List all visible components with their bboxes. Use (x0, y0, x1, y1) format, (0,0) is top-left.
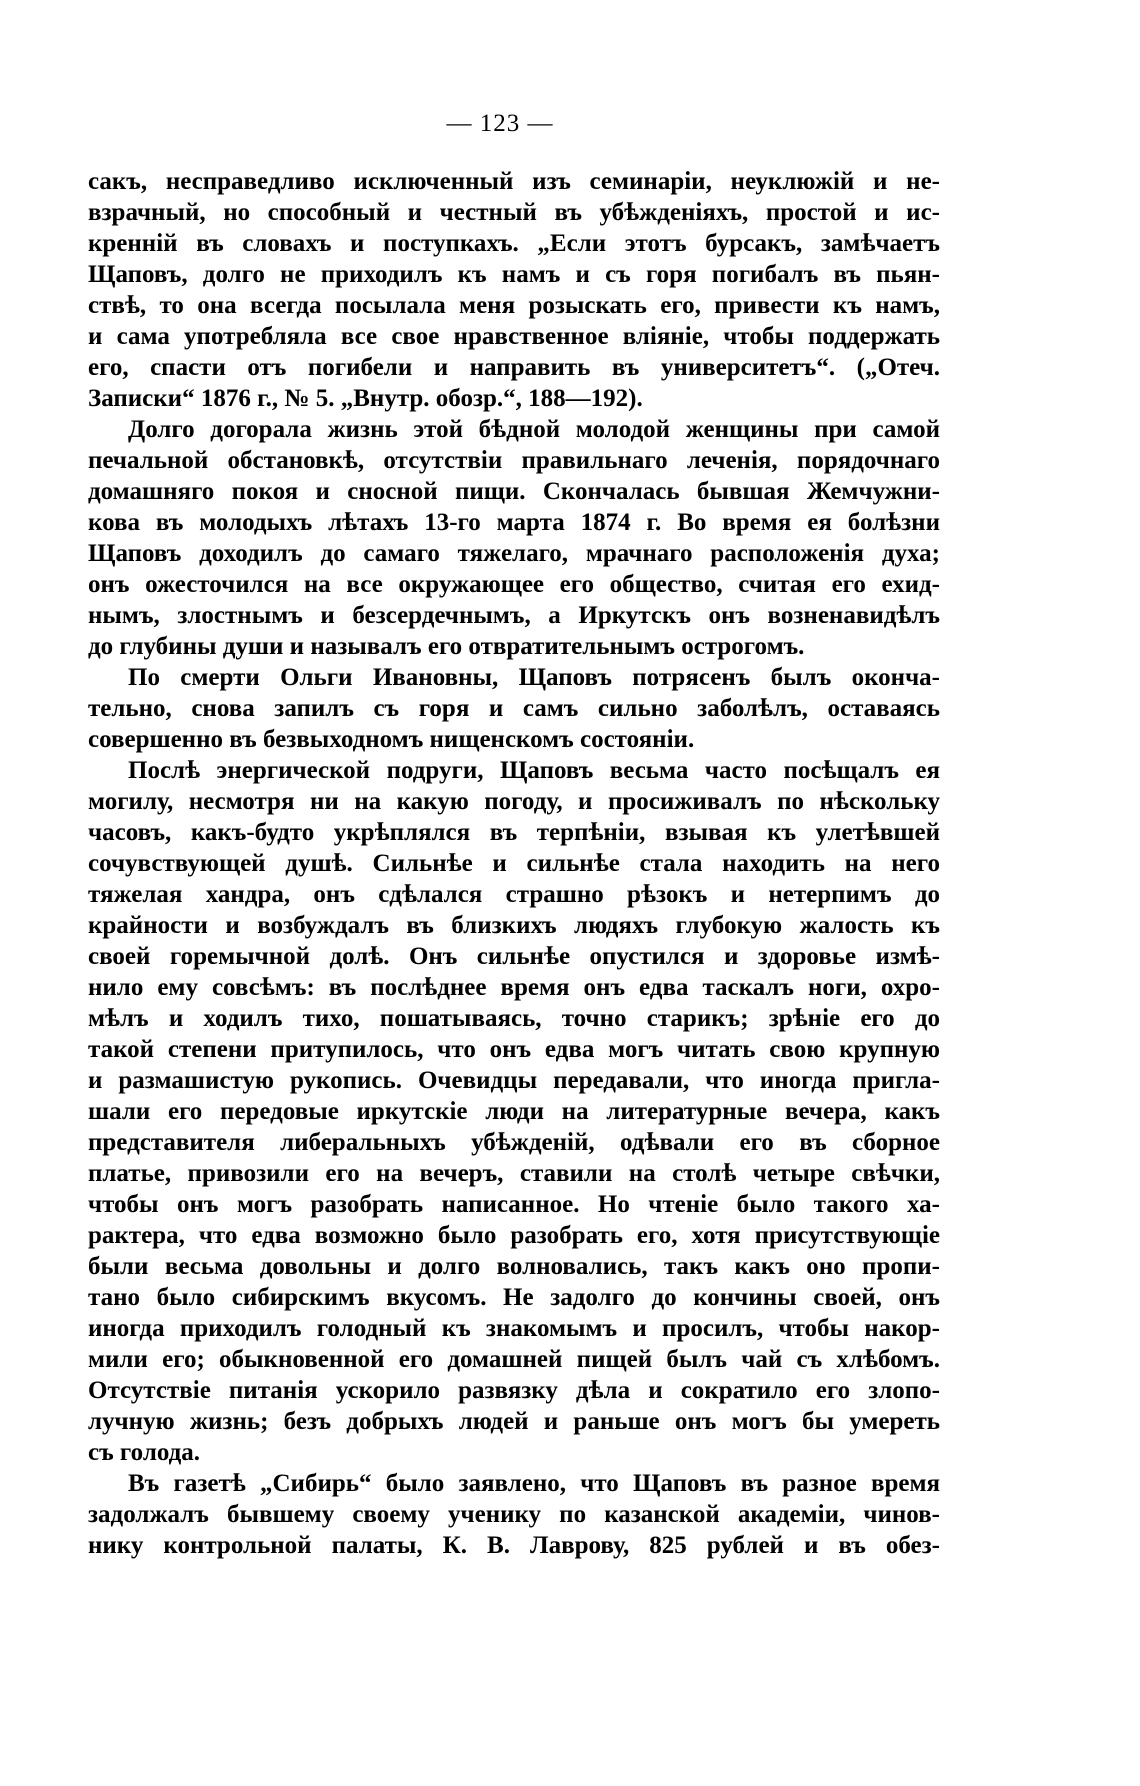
text-line: Щаповъ доходилъ до самаго тяжелаго, мрачнаго расположенія духа; (88, 540, 940, 567)
text-line: иногда приходилъ голодный къ знакомымъ и просилъ, чтобы накор- (88, 1315, 940, 1342)
text-line: задолжалъ бывшему своему ученику по казанской академіи, чинов- (88, 1501, 940, 1528)
text-line: По смерти Ольги Ивановны, Щаповъ потрясенъ былъ оконча- (128, 664, 940, 691)
text-line: до глубины души и называлъ его отвратительнымъ острогомъ. (88, 633, 805, 660)
text-line: мили его; обыкновенной его домашней пищей былъ чай съ хлѣбомъ. (88, 1346, 940, 1373)
text-line: такой степени притупилось, что онъ едва могъ читать свою крупную (88, 1036, 940, 1063)
text-line: его, спасти отъ погибели и направить въ университетъ“. („Отеч. (88, 354, 940, 381)
text-line: кренній въ словахъ и поступкахъ. „Если этотъ бурсакъ, замѣчаетъ (88, 230, 940, 257)
paragraph-4 (88, 755, 940, 1468)
text-line: рактера, что едва возможно было разобрать его, хотя присутствующіе (88, 1222, 940, 1249)
paragraph-5 (88, 1468, 940, 1561)
text-line: и размашистую рукопись. Очевидцы передавали, что иногда пригла- (88, 1067, 940, 1094)
text-line: Въ газетѣ „Сибирь“ было заявлено, что Щаповъ въ разное время (128, 1470, 940, 1497)
text-line: чтобы онъ могъ разобрать написанное. Но чтеніе было такого ха- (88, 1191, 940, 1218)
text-line: нымъ, злостнымъ и безсердечнымъ, а Иркутскъ онъ возненавидѣлъ (88, 602, 940, 629)
text-line: шали его передовые иркутскіе люди на литературные вечера, какъ (88, 1098, 940, 1125)
text-line: нило ему совсѣмъ: въ послѣднее время онъ едва таскалъ ноги, охро- (88, 974, 940, 1001)
text-line: представителя либеральныхъ убѣжденій, одѣвали его въ сборное (88, 1129, 940, 1156)
body-text (88, 166, 940, 1561)
text-line: домашняго покоя и сносной пищи. Скончалась бывшая Жемчужни- (88, 478, 940, 505)
text-line: Долго догорала жизнь этой бѣдной молодой женщины при самой (128, 416, 940, 443)
text-line: Отсутствіе питанія ускорило развязку дѣла и сократило его злопо- (88, 1377, 940, 1404)
text-line: лучную жизнь; безъ добрыхъ людей и раньше онъ могъ бы умереть (88, 1408, 940, 1435)
text-line: своей горемычной долѣ. Онъ сильнѣе опустился и здоровье измѣ- (88, 943, 940, 970)
text-line: сакъ, несправедливо исключенный изъ семинаріи, неуклюжій и не- (88, 168, 940, 195)
text-line: платье, привозили его на вечеръ, ставили на столѣ четыре свѣчки, (88, 1160, 940, 1187)
text-line: могилу, несмотря ни на какую погоду, и просиживалъ по нѣскольку (88, 788, 940, 815)
text-line: тано было сибирскимъ вкусомъ. Не задолго до кончины своей, онъ (88, 1284, 940, 1311)
text-line: Послѣ энергической подруги, Щаповъ весьма часто посѣщалъ ея (128, 757, 940, 784)
text-line: Щаповъ, долго не приходилъ къ намъ и съ горя погибалъ въ пьян- (88, 261, 940, 288)
text-line: тельно, снова запилъ съ горя и самъ сильно заболѣлъ, оставаясь (88, 695, 940, 722)
paragraph-2 (88, 414, 940, 662)
text-line: и сама употребляла все свое нравственное вліяніе, чтобы поддержать (88, 323, 940, 350)
text-line: нику контрольной палаты, К. В. Лаврову, 825 рублей и въ обез- (88, 1532, 940, 1559)
text-line: печальной обстановкѣ, отсутствіи правильнаго леченія, порядочнаго (88, 447, 940, 474)
text-line: съ голода. (88, 1439, 201, 1466)
text-line: кова въ молодыхъ лѣтахъ 13-го марта 1874 г. Во время ея болѣзни (88, 509, 940, 536)
text-line: были весьма довольны и долго волновались, такъ какъ оно пропи- (88, 1253, 940, 1280)
text-line: мѣлъ и ходилъ тихо, пошатываясь, точно старикъ; зрѣніе его до (88, 1005, 940, 1032)
text-line: ствѣ, то она всегда посылала меня розыскать его, привести къ намъ, (88, 292, 940, 319)
page-number: — 123 — (446, 110, 554, 137)
text-line: взрачный, но способный и честный въ убѣжденіяхъ, простой и ис- (88, 199, 940, 226)
text-line: онъ ожесточился на все окружающее его общество, считая его ехид- (88, 571, 940, 598)
text-line: сочувствующей душѣ. Сильнѣе и сильнѣе стала находить на него (88, 850, 940, 877)
text-line: тяжелая хандра, онъ сдѣлался страшно рѣзокъ и нетерпимъ до (88, 881, 940, 908)
text-line: совершенно въ безвыходномъ нищенскомъ состояніи. (88, 726, 695, 753)
text-line: часовъ, какъ-будто укрѣплялся въ терпѣніи, взывая къ улетѣвшей (88, 819, 940, 846)
paragraph-1 (88, 166, 940, 414)
paragraph-3 (88, 662, 940, 755)
text-line: крайности и возбуждалъ въ близкихъ людяхъ глубокую жалость къ (88, 912, 940, 939)
text-line: Записки“ 1876 г., № 5. „Внутр. обозр.“, 188—192). (88, 385, 643, 412)
